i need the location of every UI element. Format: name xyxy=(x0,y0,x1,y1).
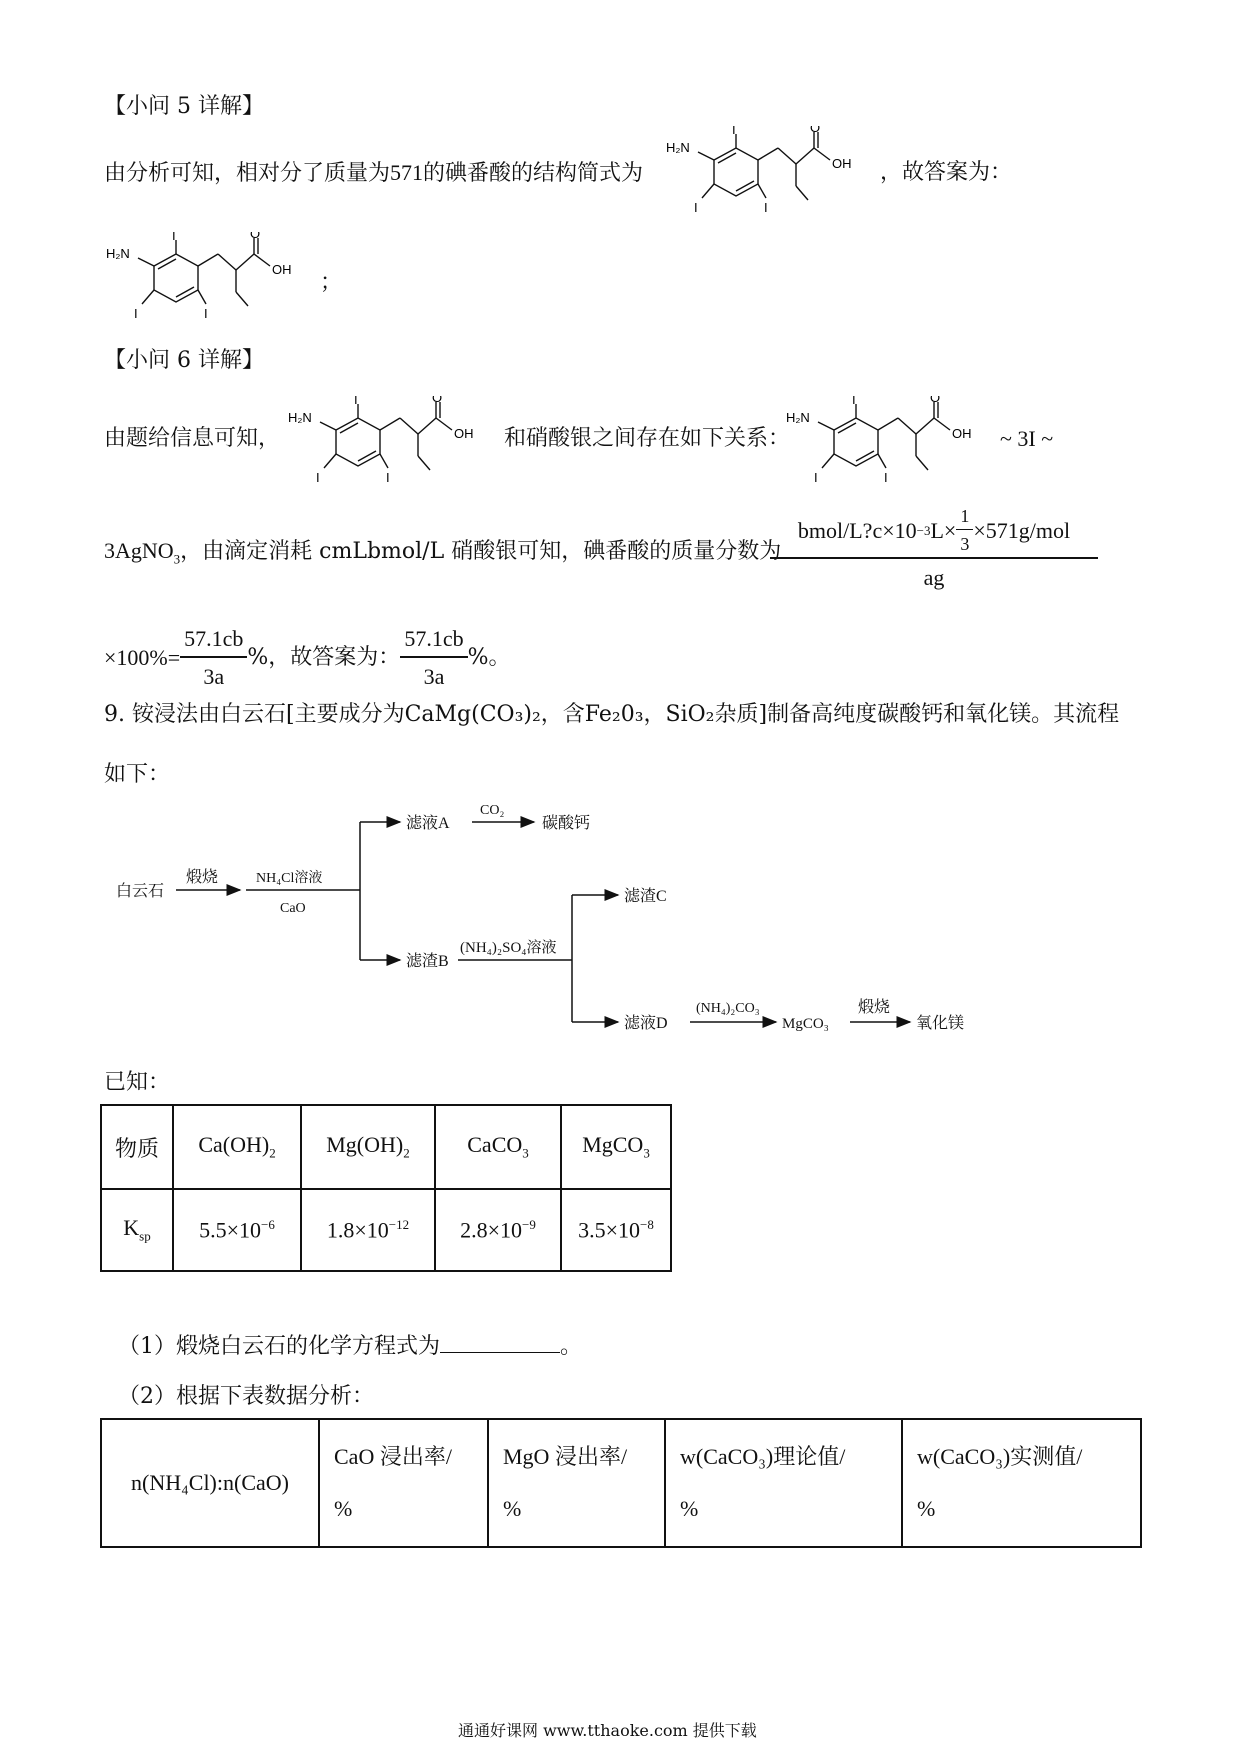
flow-mgco3: MgCO₃ xyxy=(782,1016,829,1032)
mol-o-label: O xyxy=(810,126,821,135)
flow-residue-b: 滤渣B xyxy=(406,953,449,970)
ksp-mantissa: 5.5×10 xyxy=(199,1217,262,1243)
table2-header-theory xyxy=(665,1419,902,1547)
header-text: MgO 浸出率/ xyxy=(503,1444,628,1469)
mol-iodine-label: I xyxy=(852,396,856,407)
header-text: w(CaCO₃)实测值/ xyxy=(917,1444,1083,1469)
ksp-exponent: −9 xyxy=(522,1216,536,1232)
mass-fraction-expression xyxy=(770,506,1098,591)
section5-text-c: ，故答案为： xyxy=(880,160,1013,185)
ksp-value-cell xyxy=(561,1189,671,1271)
q1-text: （1）煅烧白云石的化学方程式为 xyxy=(118,1334,440,1359)
mol-iodine-label: I xyxy=(354,396,358,407)
mol-iodine-label: I xyxy=(764,200,768,215)
ksp-header-cell xyxy=(435,1105,561,1189)
process-flowchart xyxy=(110,780,1010,1064)
answer-denominator: 3a xyxy=(423,664,445,689)
flow-mgo: 氧化镁 xyxy=(916,1015,965,1032)
mol-oh-label: OH xyxy=(952,426,972,441)
known-label: 已知： xyxy=(104,1070,171,1095)
flow-residue-c: 滤渣C xyxy=(624,888,667,905)
header-unit: % xyxy=(917,1496,936,1521)
header-sub: 2 xyxy=(403,1145,410,1161)
expr-num-a: bmol/L?c×10 xyxy=(797,517,917,543)
section6-heading: 【小问 6 详解】 xyxy=(104,348,264,373)
ksp-mantissa: 2.8×10 xyxy=(460,1217,523,1243)
molecule-structure-3 xyxy=(286,396,506,510)
ksp-exponent: −8 xyxy=(640,1216,654,1232)
table-row xyxy=(101,1189,671,1271)
ksp-exponent: −12 xyxy=(388,1216,410,1232)
table-row xyxy=(101,1419,1141,1547)
agno3-sub: 3 xyxy=(173,551,181,567)
header-text: n(NH₄Cl):n(CaO) xyxy=(131,1470,289,1495)
mol-h2n-label: H₂N xyxy=(288,410,312,425)
ksp-mantissa: 3.5×10 xyxy=(578,1217,641,1243)
table2-header-ratio xyxy=(101,1419,319,1547)
answer-numerator: 57.1cb xyxy=(400,624,467,658)
ksp-header-cell xyxy=(101,1105,173,1189)
q9-line1: 9. 铵浸法由白云石[主要成分为CaMg(CO₃)₂，含Fe₂0₃，SiO₂杂质]制备高纯度碳酸钙和氧化镁。其流程 xyxy=(104,702,1120,727)
q1-answer-blank[interactable] xyxy=(440,1330,560,1353)
mol-o-label: O xyxy=(432,396,443,405)
flow-nh42so4: (NH₄)₂SO₄溶液 xyxy=(460,940,557,956)
section5-heading: 【小问 5 详解】 xyxy=(104,94,264,119)
mol-o-label: O xyxy=(250,232,261,241)
section5-mass: 571 xyxy=(390,160,424,185)
header-text: CaCO xyxy=(467,1132,523,1158)
header-text: MgCO xyxy=(582,1132,644,1158)
ksp-label: K xyxy=(123,1215,140,1241)
page-footer: 通通好课网 www.tthaoke.com 提供下载 xyxy=(458,1721,757,1740)
flow-cao: CaO xyxy=(280,901,306,916)
molecule-structure-2 xyxy=(104,232,324,346)
ksp-mantissa: 1.8×10 xyxy=(326,1217,389,1243)
flow-nh4cl: NH₄Cl溶液 xyxy=(256,871,323,886)
q1-end: 。 xyxy=(560,1334,583,1359)
line3-a: ×100%= xyxy=(104,645,181,670)
section6-text-c: ~ 3I ~ xyxy=(1000,426,1054,451)
expr-one-third xyxy=(956,506,973,555)
mol-oh-label: OH xyxy=(832,156,852,171)
molecule-structure-4 xyxy=(784,396,1004,510)
table2-header-mgo xyxy=(488,1419,665,1547)
leaching-data-table xyxy=(100,1418,1142,1548)
q2-text: （2）根据下表数据分析： xyxy=(118,1384,374,1409)
mol-iodine-label: I xyxy=(134,306,138,321)
expr-denominator: ag xyxy=(923,565,945,590)
ksp-value-cell xyxy=(173,1189,301,1271)
flow-co2: CO₂ xyxy=(480,803,505,818)
ksp-value-cell xyxy=(301,1189,435,1271)
mol-iodine-label: I xyxy=(204,306,208,321)
ksp-header-cell xyxy=(301,1105,435,1189)
flow-calcine-1: 煅烧 xyxy=(186,869,219,886)
header-sub: 3 xyxy=(643,1145,650,1161)
section6-text-a: 由题给信息可知， xyxy=(104,426,281,451)
mol-iodine-label: I xyxy=(884,470,888,485)
answer-fraction-1 xyxy=(180,624,247,692)
expr-num-b: L× xyxy=(930,517,957,543)
table2-header-cao xyxy=(319,1419,488,1547)
flow-calcine-2: 煅烧 xyxy=(858,999,891,1016)
header-sub: 2 xyxy=(269,1145,276,1161)
q9-line2: 如下： xyxy=(104,762,171,787)
mol-h2n-label: H₂N xyxy=(106,246,130,261)
q1-line xyxy=(118,1330,582,1362)
section6-line2 xyxy=(104,536,781,574)
section5-end: ； xyxy=(320,270,343,295)
agno3-text: 3AgNO xyxy=(104,538,174,563)
flow-filtrate-d: 滤液D xyxy=(624,1015,668,1032)
ksp-exponent: −6 xyxy=(261,1216,275,1232)
mol-iodine-label: I xyxy=(386,470,390,485)
expr-num-sup: −3 xyxy=(916,522,931,538)
mol-iodine-label: I xyxy=(694,200,698,215)
answer-numerator: 57.1cb xyxy=(180,624,247,658)
mol-iodine-label: I xyxy=(814,470,818,485)
header-text: Ca(OH) xyxy=(198,1132,270,1158)
line3-b: %，故答案为： xyxy=(247,645,401,670)
ksp-header-cell xyxy=(561,1105,671,1189)
header-text: w(CaCO₃)理论值/ xyxy=(680,1444,846,1469)
flow-filtrate-a: 滤液A xyxy=(406,815,450,832)
answer-fraction-2 xyxy=(400,624,467,692)
ksp-sub: sp xyxy=(139,1228,151,1244)
third-numerator: 1 xyxy=(956,506,973,530)
ksp-header-cell xyxy=(173,1105,301,1189)
third-denominator: 3 xyxy=(960,534,970,554)
section5-text-b: 的碘番酸的结构简式为 xyxy=(423,161,644,186)
molecule-structure-1 xyxy=(664,126,884,240)
mol-oh-label: OH xyxy=(454,426,474,441)
flow-caco3: 碳酸钙 xyxy=(542,815,591,832)
section6-line3 xyxy=(104,624,510,692)
ksp-table xyxy=(100,1104,672,1272)
mol-o-label: O xyxy=(930,396,941,405)
header-unit: % xyxy=(334,1496,353,1521)
section6-text-b: 和硝酸银之间存在如下关系： xyxy=(504,426,791,451)
table2-header-measured xyxy=(902,1419,1141,1547)
flow-dolomite: 白云石 xyxy=(116,883,165,900)
header-text: Mg(OH) xyxy=(326,1132,404,1158)
ksp-label-cell xyxy=(101,1189,173,1271)
mol-iodine-label: I xyxy=(316,470,320,485)
header-text: 物质 xyxy=(114,1135,159,1161)
section5-text-a: 由分析可知，相对分了质量为 xyxy=(104,161,391,186)
answer-denominator: 3a xyxy=(203,664,225,689)
header-unit: % xyxy=(503,1496,522,1521)
mol-h2n-label: H₂N xyxy=(666,140,690,155)
line3-c: %。 xyxy=(467,645,511,670)
mol-iodine-label: I xyxy=(732,126,736,137)
header-sub: 3 xyxy=(522,1145,529,1161)
flow-nh42co3: (NH₄)₂CO₃ xyxy=(696,1001,760,1016)
section5-line1 xyxy=(104,158,643,189)
expr-num-c: ×571g/mol xyxy=(973,517,1071,543)
mol-oh-label: OH xyxy=(272,262,292,277)
mol-h2n-label: H₂N xyxy=(786,410,810,425)
mol-iodine-label: I xyxy=(172,232,176,243)
section6-text-line2: ，由滴定消耗 cmLbmol/L 硝酸银可知，碘番酸的质量分数为 xyxy=(180,539,782,564)
table-row xyxy=(101,1105,671,1189)
ksp-value-cell xyxy=(435,1189,561,1271)
header-text: CaO 浸出率/ xyxy=(334,1444,452,1469)
header-unit: % xyxy=(680,1496,699,1521)
